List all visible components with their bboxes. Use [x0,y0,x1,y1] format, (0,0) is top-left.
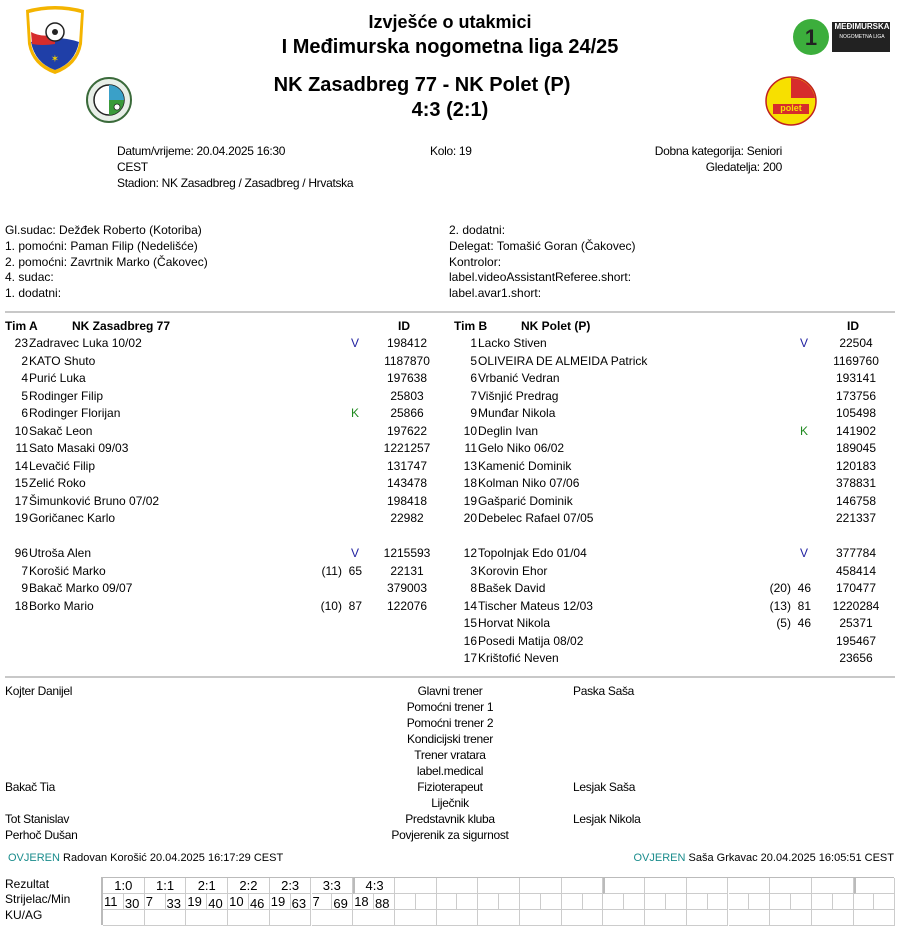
player-row [449,510,889,528]
player-id: 377784 [835,546,877,560]
player-id: 105498 [835,406,877,420]
player-number: 10 [463,423,477,438]
ku-ag-cell [645,910,687,926]
scorer-cell [437,894,458,910]
minute-cell: 30 [124,894,145,910]
team-b-name: NK Polet (P) [521,319,591,333]
player-id: 143478 [386,476,428,490]
captain-badge: K [800,423,809,438]
player-name: Gelo Niko 06/02 [478,441,565,455]
substitution-info: (10) 87 [320,598,362,613]
minute-cell [541,894,562,910]
player-id: 189045 [835,441,877,455]
player-name: Borko Mario [29,598,94,613]
player-row [0,563,440,581]
score-cell [854,878,896,894]
minute-cell [624,894,645,910]
minute-cell: 63 [291,894,312,910]
player-row [0,580,440,598]
player-row [449,353,889,371]
player-name: Rodinger Florijan [29,406,121,420]
substitution-info: (20) 46 [769,581,811,595]
match-datetime: Datum/vrijeme: 20.04.2025 16:30 [117,144,286,158]
official-line: 1. pomoćni: Paman Filip (Nedelišće) [5,238,198,253]
score-cell [478,878,520,894]
player-name: Sato Masaki 09/03 [29,441,129,455]
player-number: 11 [15,441,28,455]
player-row [449,423,889,441]
team-a-label: Tim A [5,319,38,333]
player-number: 15 [14,476,28,490]
scorer-cell: 19 [186,894,207,910]
ku-ag-cell [478,910,520,926]
scorer-cell [687,894,708,910]
player-id: 170477 [835,581,877,595]
official-line: Delegat: Tomašić Goran (Čakovec) [449,238,636,253]
scorer-cell [729,894,750,910]
player-row [0,370,440,388]
ku-ag-cell [103,910,145,926]
substitution-info: (5) 46 [776,616,811,630]
player-id: 197638 [386,371,428,385]
team-b-id-header: ID [847,319,859,333]
player-number: 20 [463,511,477,525]
staff-role: Kondicijski trener [407,732,493,746]
ku-ag-cell [437,910,479,926]
player-row [449,475,889,493]
minute-cell: 88 [374,894,395,910]
player-number: 5 [21,388,28,403]
player-number: 14 [14,458,28,473]
ku-ag-cell [562,910,604,926]
divider [5,676,895,678]
score-cell [562,878,604,894]
verified-by: Radovan Korošić 20.04.2025 16:17:29 CEST [63,852,284,864]
scorer-cell: 7 [312,894,333,910]
player-number: 1 [470,336,477,350]
score-cell [603,878,645,894]
player-row [0,353,440,371]
player-name: Deglin Ivan [478,423,539,438]
player-row [0,335,440,353]
player-row [0,598,440,616]
player-name: Zelić Roko [29,476,86,490]
goalkeeper-badge: V [351,336,360,350]
player-id: 378831 [835,476,877,490]
match-score: 4:3 (2:1) [411,99,489,121]
age-category: Dobna kategorija: Seniori [654,144,782,158]
official-line: 4. sudac: [5,270,54,285]
player-row [0,388,440,406]
player-id: 1187870 [384,353,430,368]
minute-cell [708,894,729,910]
player-name: Utroša Alen [29,546,92,560]
svg-text:✶: ✶ [50,54,60,65]
player-name: Tischer Mateus 12/03 [478,598,593,613]
player-id: 25803 [390,388,424,403]
player-id: 22131 [390,563,424,578]
player-number: 2 [21,353,28,368]
score-grid [101,877,894,925]
league-logo-subtext: NOGOMETNA LIGA [839,34,885,40]
score-cell: 2:3 [270,878,312,894]
player-id: 197622 [386,423,428,438]
league-logo-text: MEĐIMURSKA [834,22,890,31]
player-number: 6 [470,371,477,385]
player-id: 1169760 [833,353,879,368]
ku-ag-cell [395,910,437,926]
score-cell [812,878,854,894]
staff-role: Povjerenik za sigurnost [391,828,509,842]
officials-left [5,223,208,302]
team-a-staff-member: Tot Stanislav [5,812,70,826]
player-name: KATO Shuto [29,353,96,368]
player-row [449,563,889,581]
player-name: Purić Luka [29,371,86,385]
ku-ag-cell [603,910,645,926]
player-id: 22982 [390,511,424,525]
scorer-cell [603,894,624,910]
player-row [449,580,889,598]
player-name: Vrbanić Vedran [478,371,560,385]
player-name: Lacko Stiven [478,336,547,350]
official-line: Kontrolor: [449,254,502,269]
ku-ag-cell [687,910,729,926]
player-id: 1220284 [832,598,880,613]
scorer-cell [478,894,499,910]
staff-role: Fizioterapeut [417,780,483,794]
score-cell [520,878,562,894]
player-name: Topolnjak Edo 01/04 [478,546,587,560]
player-number: 9 [470,406,477,420]
player-number: 19 [14,511,28,525]
away-logo-text: polet [780,103,802,113]
scorer-cell [645,894,666,910]
scorer-cell: 11 [103,894,124,910]
player-name: Korovin Ehor [478,563,548,578]
minute-cell [749,894,770,910]
substitution-info: (13) 81 [769,598,811,613]
scorer-cell [854,894,875,910]
team-b-staff-member: Paska Saša [573,684,635,698]
player-row [449,388,889,406]
scorer-cell [395,894,416,910]
player-name: Korošić Marko [29,563,106,578]
substitution-info: (11) 65 [321,563,362,578]
player-name: Kolman Niko 07/06 [478,476,580,490]
player-id: 1221257 [383,441,431,455]
player-number: 13 [463,458,477,473]
player-number: 18 [463,476,477,490]
player-id: 173756 [835,388,877,403]
player-id: 23656 [839,651,873,665]
ku-ag-cell [145,910,187,926]
player-number: 10 [14,423,28,438]
official-line: 2. pomoćni: Zavrtnik Marko (Čakovec) [5,254,208,269]
official-line: Gl.sudac: Dežđek Roberto (Kotoriba) [5,223,202,237]
player-name: Gašparić Dominik [478,493,573,508]
team-b-staff-member: Lesjak Saša [573,780,636,794]
score-cell: 2:2 [228,878,270,894]
match-info-right [655,144,782,176]
staff-role: label.medical [416,764,484,778]
player-number: 18 [14,598,28,613]
ku-ag-cell [770,910,812,926]
player-row [0,405,440,423]
player-number: 17 [14,493,28,508]
player-number: 8 [470,581,477,595]
player-name: Šimunković Bruno 07/02 [29,493,160,508]
match-round: Kolo: 19 [430,144,472,158]
player-row [0,475,440,493]
player-row [0,493,440,511]
player-number: 5 [470,353,477,368]
minute-cell: 33 [166,894,187,910]
player-id: 458414 [835,563,877,578]
match-stadium: Stadion: NK Zasadbreg / Zasadbreg / Hrvatska [117,175,354,190]
player-name: Bašek David [478,581,546,595]
player-number: 9 [21,581,28,595]
player-name: OLIVEIRA DE ALMEIDA Patrick [478,353,648,368]
minute-cell [791,894,812,910]
player-name: Horvat Nikola [478,616,551,630]
scorer-cell [770,894,791,910]
scorer-cell: 7 [145,894,166,910]
team-a-name: NK Zasadbreg 77 [72,319,171,333]
ku-ag-cell [186,910,228,926]
svg-text:1: 1 [804,25,818,50]
player-number: 15 [463,616,477,630]
goalkeeper-badge: V [800,546,809,560]
ku-ag-cell [228,910,270,926]
player-name: Bakač Marko 09/07 [29,581,133,595]
grid-label-scorer: Strijelac/Min [5,892,71,906]
goalkeeper-badge: V [800,336,809,350]
player-number: 12 [463,546,477,560]
minute-cell: 69 [332,894,353,910]
verified-by: Saša Grkavac 20.04.2025 16:05:51 CEST [688,852,894,864]
team-b-staff-member: Lesjak Nikola [573,812,641,826]
player-number: 16 [463,633,477,648]
ku-ag-cell [729,910,771,926]
match-title: NK Zasadbreg 77 - NK Polet (P) [273,74,571,96]
player-row [0,440,440,458]
minute-cell [457,894,478,910]
goalkeeper-badge: V [351,546,360,560]
team-a-staff-member: Bakač Tia [5,780,55,794]
official-line: 2. dodatni: [449,223,506,237]
ku-ag-cell [270,910,312,926]
scorer-cell: 18 [353,894,374,910]
official-line: label.videoAssistantReferee.short: [449,270,632,285]
player-row [449,493,889,511]
score-cell: 2:1 [186,878,228,894]
player-number: 14 [463,598,477,613]
player-id: 120183 [835,458,877,473]
player-id: 141902 [835,423,877,438]
player-row [449,440,889,458]
grid-label-result: Rezultat [5,877,50,891]
player-row [449,615,889,633]
player-id: 25866 [390,406,424,420]
score-cell: 1:0 [103,878,145,894]
player-row [449,335,889,353]
score-cell: 4:3 [353,878,395,894]
player-id: 221337 [835,511,877,525]
player-id: 193141 [835,371,877,385]
player-number: 6 [21,406,28,420]
team-a-id-header: ID [398,319,410,333]
captain-badge: K [351,406,360,420]
official-line: label.avar1.short: [449,286,542,301]
minute-cell: 40 [207,894,228,910]
score-cell: 1:1 [145,878,187,894]
player-row [449,370,889,388]
ku-ag-cell [312,910,354,926]
minute-cell [666,894,687,910]
player-row [0,545,440,563]
player-number: 7 [21,563,28,578]
player-number: 17 [463,651,477,665]
staff-role: Pomoćni trener 1 [406,700,494,714]
verification-left [8,852,283,864]
minute-cell [833,894,854,910]
player-id: 22504 [839,336,873,350]
minute-cell [583,894,604,910]
score-cell [770,878,812,894]
player-id: 195467 [835,633,877,648]
player-row [449,545,889,563]
grid-label-ku-ag: KU/AG [5,908,43,922]
player-row [449,405,889,423]
player-name: Munđar Nikola [478,406,556,420]
player-number: 4 [21,371,28,385]
player-row [0,423,440,441]
staff-role: Trener vratara [414,748,486,762]
player-number: 7 [470,388,477,403]
player-name: Posedi Matija 08/02 [478,633,584,648]
ku-ag-cell [520,910,562,926]
player-name: Rodinger Filip [29,388,104,403]
score-cell: 3:3 [312,878,354,894]
staff-role: Liječnik [431,796,469,810]
player-id: 131747 [386,458,428,473]
player-row [0,510,440,528]
minute-cell [416,894,437,910]
player-id: 25371 [839,616,873,630]
match-info-left [117,144,353,191]
scorer-cell: 10 [228,894,249,910]
player-number: 96 [14,546,28,560]
league-title: I Međimurska nogometna liga 24/25 [281,36,619,58]
player-id: 198418 [386,493,428,508]
verified-status: OVJEREN [8,852,60,864]
score-cell [395,878,437,894]
player-name: Levačić Filip [29,458,96,473]
player-id: 146758 [835,493,877,508]
player-row [449,458,889,476]
player-id: 379003 [386,581,428,595]
player-name: Debelec Rafael 07/05 [478,511,594,525]
staff-role: Glavni trener [417,684,483,698]
scorer-cell [520,894,541,910]
team-a-staff-member: Perhoč Dušan [5,828,78,842]
scorer-cell [562,894,583,910]
team-b-label: Tim B [454,319,488,333]
player-name: Sakač Leon [29,423,93,438]
score-cell [645,878,687,894]
team-a-staff-member: Kojter Danijel [5,684,73,698]
minute-cell: 46 [249,894,270,910]
official-line: 1. dodatni: [5,286,62,301]
player-name: Višnjić Predrag [478,388,559,403]
verification-right [634,852,895,864]
report-title: Izvješće o utakmici [368,12,532,32]
minute-cell [499,894,520,910]
staff-role: Predstavnik kluba [405,812,495,826]
verified-status: OVJEREN [633,852,686,864]
divider [5,311,895,313]
player-row [0,458,440,476]
scorer-cell: 19 [270,894,291,910]
score-cell [687,878,729,894]
player-number: 3 [470,563,477,578]
player-name: Krištofić Neven [478,651,559,665]
player-id: 198412 [386,336,428,350]
player-row [449,598,889,616]
ku-ag-cell [854,910,896,926]
minute-cell [874,894,895,910]
staff-role: Pomoćni trener 2 [406,716,494,730]
player-number: 11 [464,441,477,455]
attendance: Gledatelja: 200 [705,159,782,174]
score-cell [437,878,479,894]
ku-ag-cell [812,910,854,926]
ku-ag-cell [353,910,395,926]
score-cell [729,878,771,894]
player-name: Goričanec Karlo [29,511,116,525]
officials-right [449,223,636,302]
player-row [449,650,889,668]
player-number: 19 [463,493,477,508]
player-row [449,633,889,651]
player-number: 23 [14,336,28,350]
player-name: Kamenić Dominik [478,458,572,473]
scorer-cell [812,894,833,910]
player-id: 1215593 [383,546,431,560]
player-id: 122076 [386,598,428,613]
player-name: Zadravec Luka 10/02 [29,336,142,350]
match-timezone: CEST [117,159,148,174]
